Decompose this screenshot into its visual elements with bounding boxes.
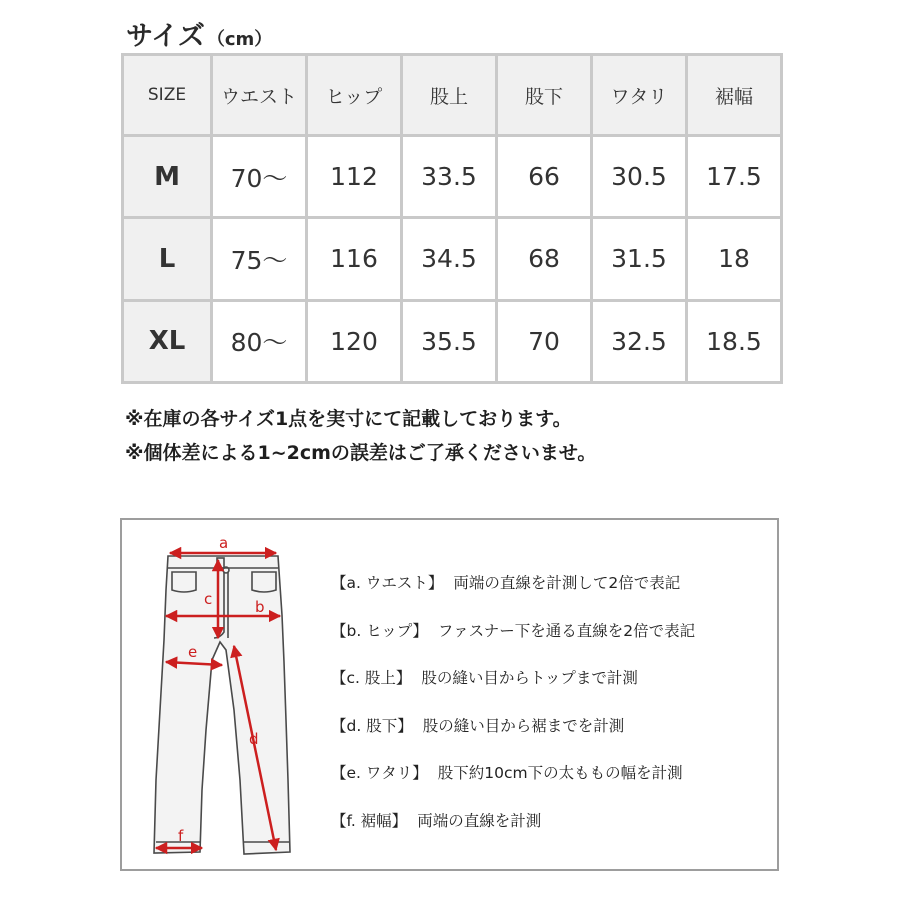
header-rise: 股上 [402,55,497,136]
title-unit: （cm） [206,29,273,50]
table-cell: 112 [307,136,402,218]
table-cell: 34.5 [402,218,497,300]
note-line: ※在庫の各サイズ1点を実寸にて記載しております。 [125,408,572,430]
title-text: サイズ [126,21,205,52]
row-size-label: XL [123,300,212,382]
table-cell: 33.5 [402,136,497,218]
legend-key: 【a. ウエスト】 [331,574,444,592]
table-cell: 35.5 [402,300,497,382]
table-cell: 116 [307,218,402,300]
legend-desc: ファスナー下を通る直線を2倍で表記 [437,621,696,640]
table-cell: 66 [497,136,592,218]
table-cell: 30.5 [592,136,687,218]
legend-item [331,572,695,620]
legend-item [331,667,695,715]
notes [125,402,596,470]
table-row [123,136,782,218]
table-cell: 18.5 [687,300,782,382]
measurement-legend [331,572,695,857]
label-f: f [178,827,184,845]
table-cell: 80～ [212,300,307,382]
table-cell: 120 [307,300,402,382]
label-c: c [204,590,213,608]
label-d: d [249,730,259,748]
legend-desc: 股下約10cm下の太ももの幅を計測 [437,764,683,782]
label-a: a [219,534,229,552]
table-cell: 17.5 [687,136,782,218]
legend-key: 【c. 股上】 [331,669,412,687]
note-line: ※個体差による1~2cmの誤差はご了承くださいませ。 [125,442,597,464]
table-cell: 68 [497,218,592,300]
legend-desc: 股の縫い目から裾までを計測 [422,716,625,735]
table-cell: 31.5 [592,218,687,300]
table-cell: 32.5 [592,300,687,382]
header-size: SIZE [123,55,212,136]
table-cell: 18 [687,218,782,300]
legend-desc: 両端の直線を計測して2倍で表記 [453,574,681,592]
legend-desc: 両端の直線を計測 [417,811,542,830]
legend-key: 【b. ヒップ】 [331,621,428,640]
legend-key: 【f. 裾幅】 [331,811,408,830]
row-size-label: M [123,136,212,218]
label-b: b [255,598,265,616]
legend-key: 【d. 股下】 [331,716,413,735]
table-cell: 70～ [212,136,307,218]
table-header-row [123,55,782,136]
table-row [123,300,782,382]
header-waist: ウエスト [212,55,307,136]
table-cell: 75～ [212,218,307,300]
legend-key: 【e. ワタリ】 [331,764,428,782]
pants-outline [154,556,290,854]
legend-item [331,810,695,858]
header-hip: ヒップ [307,55,402,136]
pants-illustration [122,520,342,870]
legend-item [331,715,695,763]
label-e: e [188,643,198,661]
measurement-diagram [120,518,779,871]
legend-item [331,620,695,668]
legend-desc: 股の縫い目からトップまで計測 [421,669,638,687]
header-hem: 裾幅 [687,55,782,136]
row-size-label: L [123,218,212,300]
header-inseam: 股下 [497,55,592,136]
page-title [126,14,272,54]
header-thigh: ワタリ [592,55,687,136]
table-cell: 70 [497,300,592,382]
size-table [121,53,783,384]
table-row [123,218,782,300]
legend-item [331,762,695,810]
